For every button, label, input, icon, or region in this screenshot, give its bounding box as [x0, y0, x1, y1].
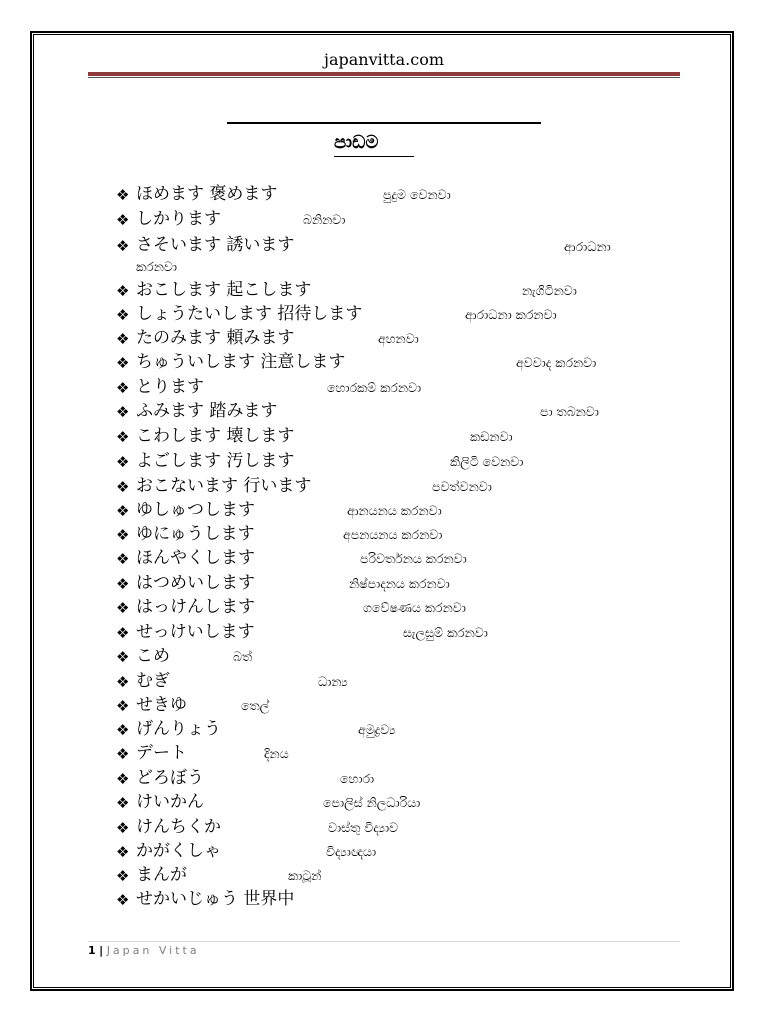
sinhala-meaning: අපනයනය කරනවා [343, 527, 443, 542]
japanese-word: はつめいします [136, 573, 255, 593]
japanese-word: しかります [136, 209, 221, 229]
sinhala-meaning: හොරා [340, 771, 375, 786]
vocab-row [0, 888, 768, 911]
sinhala-meaning: අවවාද කරනවා [516, 355, 597, 370]
vocab-row [0, 351, 768, 374]
sinhala-meaning: පවත්වනවා [432, 479, 492, 494]
page-number: 1 [88, 944, 96, 957]
sinhala-meaning: කාටූන් [288, 868, 322, 883]
sinhala-meaning: පා තබනවා [540, 404, 599, 419]
sinhala-meaning: හොරකම් කරනවා [327, 380, 422, 395]
vocab-row [0, 450, 768, 473]
vocab-row [0, 234, 768, 274]
sinhala-meaning: බත් [233, 649, 253, 664]
japanese-word: おこないます 行います [136, 476, 312, 496]
sinhala-meaning: නිෂ්පාදනය කරනවා [349, 576, 450, 591]
japanese-word: けいかん [136, 792, 204, 812]
vocab-row [0, 475, 768, 498]
diamond-bullet-icon: ❖ [116, 354, 130, 372]
diamond-bullet-icon: ❖ [116, 403, 130, 421]
diamond-bullet-icon: ❖ [116, 428, 130, 446]
footer-rule [88, 941, 680, 942]
japanese-word: たのみます 頼みます [136, 328, 295, 348]
sinhala-meaning: ආරාධනා [564, 239, 611, 254]
sinhala-meaning: නැගිටිනවා [522, 283, 577, 298]
vocab-row [0, 523, 768, 546]
diamond-bullet-icon: ❖ [116, 891, 130, 909]
vocab-row [0, 816, 768, 839]
vocab-row [0, 425, 768, 448]
japanese-word: どろぼう [136, 768, 204, 788]
diamond-bullet-icon: ❖ [116, 186, 130, 204]
diamond-bullet-icon: ❖ [116, 211, 130, 229]
sinhala-meaning: කිලිටි වෙනවා [450, 454, 524, 469]
diamond-bullet-icon: ❖ [116, 502, 130, 520]
diamond-bullet-icon: ❖ [116, 624, 130, 642]
diamond-bullet-icon: ❖ [116, 306, 130, 324]
vocab-row [0, 376, 768, 399]
diamond-bullet-icon: ❖ [116, 526, 130, 544]
japanese-word: ちゅういします 注意します [136, 352, 346, 372]
page-footer [88, 943, 200, 959]
japanese-word: ゆにゅうします [136, 524, 255, 544]
japanese-word: ふみます 踏みます [136, 401, 278, 421]
diamond-bullet-icon: ❖ [116, 770, 130, 788]
diamond-bullet-icon: ❖ [116, 575, 130, 593]
japanese-word: とります [136, 377, 204, 397]
vocab-row [0, 499, 768, 522]
vocab-row [0, 303, 768, 326]
diamond-bullet-icon: ❖ [116, 867, 130, 885]
vocab-row [0, 279, 768, 302]
diamond-bullet-icon: ❖ [116, 550, 130, 568]
footer-separator: | [99, 944, 104, 957]
diamond-bullet-icon: ❖ [116, 599, 130, 617]
diamond-bullet-icon: ❖ [116, 237, 130, 255]
japanese-word: むぎ [136, 671, 170, 691]
sinhala-meaning: පොලිස් නිලධාරියා [323, 795, 421, 810]
sinhala-meaning: ධාන්‍ය [318, 674, 348, 689]
japanese-word: かがくしゃ [136, 841, 221, 861]
japanese-word: ほめます 褒めます [136, 184, 278, 204]
sinhala-meaning: බනිනවා [303, 212, 346, 227]
vocab-row [0, 767, 768, 790]
diamond-bullet-icon: ❖ [116, 330, 130, 348]
diamond-bullet-icon: ❖ [116, 282, 130, 300]
diamond-bullet-icon: ❖ [116, 673, 130, 691]
vocab-row [0, 596, 768, 619]
japanese-word: げんりょう [136, 719, 221, 739]
diamond-bullet-icon: ❖ [116, 794, 130, 812]
japanese-word: こめ [136, 646, 170, 666]
sinhala-meaning: කඩනවා [470, 429, 513, 444]
japanese-word: しょうたいします 招待します [136, 304, 363, 324]
sinhala-meaning: වාස්තු විද්‍යාව [328, 820, 399, 835]
diamond-bullet-icon: ❖ [116, 721, 130, 739]
vocab-row [0, 400, 768, 423]
japanese-word: ほんやくします [136, 548, 255, 568]
vocab-row [0, 742, 768, 765]
diamond-bullet-icon: ❖ [116, 697, 130, 715]
japanese-word: デート [136, 743, 187, 763]
sinhala-meaning: පරිවර්තනය කරනවා [360, 551, 467, 566]
vocab-row [0, 547, 768, 570]
diamond-bullet-icon: ❖ [116, 745, 130, 763]
sinhala-meaning-continued: කරනවා [136, 259, 177, 274]
vocab-row [0, 694, 768, 717]
sinhala-meaning: ආරාධනා කරනවා [465, 307, 557, 322]
lesson-title: පාඩම [334, 130, 414, 157]
japanese-word: せっけいします [136, 622, 255, 642]
vocab-row [0, 645, 768, 668]
vocab-row [0, 183, 768, 206]
japanese-word: こわします 壊します [136, 426, 295, 446]
sinhala-meaning: අහනවා [378, 331, 419, 346]
sinhala-meaning: දිනය [264, 746, 289, 761]
site-header: japanvitta.com [324, 50, 444, 69]
diamond-bullet-icon: ❖ [116, 819, 130, 837]
diamond-bullet-icon: ❖ [116, 478, 130, 496]
japanese-word: せかいじゅう 世界中 [136, 889, 295, 909]
vocab-row [0, 327, 768, 350]
vocab-row [0, 864, 768, 887]
footer-publisher: Japan Vitta [106, 944, 200, 957]
sinhala-meaning: අමුද්‍රව්‍ය [358, 722, 396, 737]
vocab-row [0, 670, 768, 693]
japanese-word: ゆしゅつします [136, 500, 255, 520]
sinhala-meaning: සැලසුම් කරනවා [403, 625, 488, 640]
diamond-bullet-icon: ❖ [116, 843, 130, 861]
diamond-bullet-icon: ❖ [116, 648, 130, 666]
japanese-word: まんが [136, 865, 187, 885]
vocab-row [0, 791, 768, 814]
japanese-word: けんちくか [136, 817, 221, 837]
diamond-bullet-icon: ❖ [116, 453, 130, 471]
sinhala-meaning: ආනයනය කරනවා [347, 503, 442, 518]
sinhala-meaning: විද්‍යාඥයා [326, 844, 377, 859]
sinhala-meaning: තෙල් [241, 698, 270, 713]
japanese-word: せきゆ [136, 695, 187, 715]
vocab-row [0, 840, 768, 863]
sinhala-meaning: පුදුම වෙනවා [383, 187, 451, 202]
japanese-word: よごします 汚します [136, 451, 295, 471]
vocab-row [0, 208, 768, 231]
japanese-word: さそいます 誘います [136, 235, 295, 255]
vocab-row [0, 572, 768, 595]
sinhala-meaning: ගවේෂණය කරනවා [363, 600, 466, 615]
vocab-row [0, 718, 768, 741]
vocab-row [0, 621, 768, 644]
japanese-word: はっけんします [136, 597, 255, 617]
japanese-word: おこします 起こします [136, 280, 312, 300]
diamond-bullet-icon: ❖ [116, 379, 130, 397]
